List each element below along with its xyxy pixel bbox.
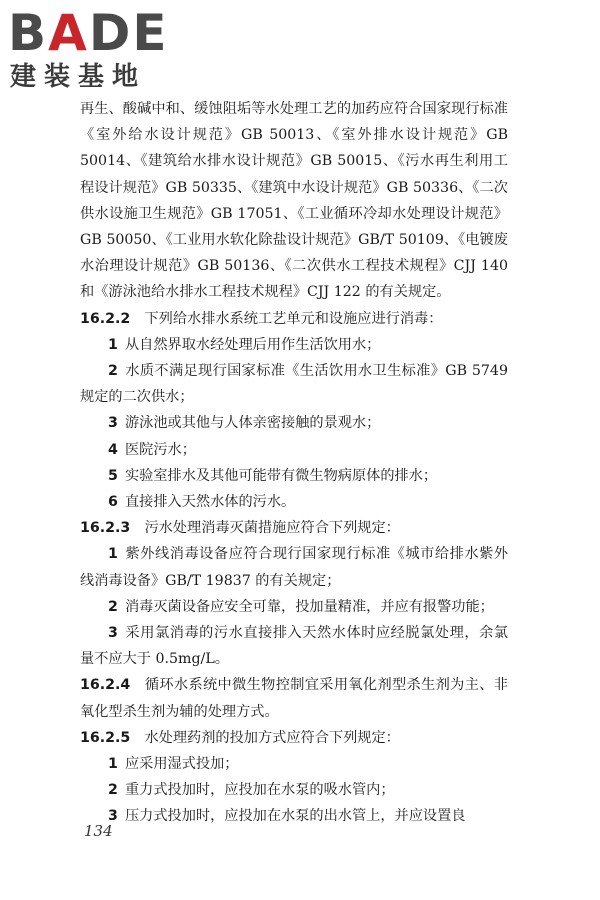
list-item	[80, 410, 508, 436]
list-item	[80, 332, 508, 358]
item-text: 应采用湿式投加；	[124, 756, 239, 773]
item-text: 重力式投加时，应投加在水泵的吸水管内；	[124, 782, 395, 799]
list-item	[80, 803, 508, 829]
item-number: 1	[108, 546, 118, 563]
item-number: 1	[108, 336, 118, 353]
clause-text: 循环水系统中微生物控制宜采用氧化剂型杀生剂为主、非氧化型杀生剂为辅的处理方式。	[80, 677, 508, 720]
clause-text: 污水处理消毒灭菌措施应符合下列规定：	[144, 520, 400, 537]
item-number: 2	[108, 363, 118, 380]
list-item	[80, 358, 508, 410]
item-text: 消毒灭菌设备应安全可靠，投加量精准，并应有报警功能；	[124, 598, 494, 615]
item-number: 3	[108, 625, 118, 642]
clause-number: 16.2.2	[80, 310, 131, 327]
list-item	[80, 463, 508, 489]
item-text: 实验室排水及其他可能带有微生物病原体的排水；	[124, 467, 438, 484]
item-text: 直接排入天然水体的污水。	[124, 494, 296, 511]
clause-16-2-2	[80, 306, 508, 332]
item-number: 6	[108, 494, 118, 511]
document-body	[80, 96, 508, 830]
item-number: 2	[108, 782, 118, 799]
clause-16-2-5	[80, 725, 508, 751]
list-item	[80, 751, 508, 777]
list-item	[80, 594, 508, 620]
item-text: 从自然界取水经处理后用作生活饮用水；	[124, 336, 381, 353]
item-number: 3	[108, 808, 118, 825]
item-number: 1	[108, 756, 118, 773]
item-text: 医院污水；	[124, 441, 196, 458]
item-number: 5	[108, 467, 118, 484]
clause-number: 16.2.3	[80, 520, 131, 537]
clause-number: 16.2.4	[80, 677, 131, 694]
logo-subtitle: 建装基地	[10, 62, 147, 92]
item-text: 采用氯消毒的污水直接排入天然水体时应经脱氯处理，余氯量不应大于 0.5mg/L。	[80, 625, 508, 668]
list-item	[80, 777, 508, 803]
item-text: 游泳池或其他与人体亲密接触的景观水；	[124, 415, 381, 432]
clause-text: 水处理药剂的投加方式应符合下列规定：	[144, 729, 400, 746]
item-text: 水质不满足现行国家标准《生活饮用水卫生标准》GB 5749 规定的二次供水；	[80, 363, 508, 406]
item-text: 紫外线消毒设备应符合现行国家现行标准《城市给排水紫外线消毒设备》GB/T 19837 的有关规定；	[80, 546, 508, 589]
item-number: 2	[108, 598, 118, 615]
list-item	[80, 489, 508, 515]
clause-text: 下列给水排水系统工艺单元和设施应进行消毒：	[144, 310, 443, 327]
item-number: 4	[108, 441, 118, 458]
item-text: 压力式投加时，应投加在水泵的出水管上，并应设置良	[124, 808, 466, 825]
clause-number: 16.2.5	[80, 729, 131, 746]
list-item	[80, 620, 508, 672]
item-number: 3	[108, 415, 118, 432]
bade-logo	[6, 4, 186, 96]
page-number: 134	[84, 822, 113, 840]
list-item	[80, 437, 508, 463]
clause-16-2-4	[80, 672, 508, 724]
intro-paragraph: 再生、酸碱中和、缓蚀阻垢等水处理工艺的加药应符合国家现行标准《室外给水设计规范》GB 50013、《室外排水设计规范》GB 50014、《建筑给水排水设计规范》GB 50015、《污水再生利用工程设计规范》GB 50335、《建筑中水设计规范》GB 50336、《二次供水设施卫生规范》GB 17051、《工业循环冷却水处理设计规范》GB 50050、《工业用水软化除盐设计规范》GB/T 50109、《电镀废水治理设计规范》GB 50136、《二次供水工程技术规程》CJJ 140 和《游泳池给水排水工程技术规程》CJJ 122 的有关规定。	[80, 101, 508, 301]
clause-list	[80, 306, 508, 830]
logo-brand: BADE	[8, 4, 169, 62]
clause-16-2-3	[80, 515, 508, 541]
list-item	[80, 541, 508, 593]
